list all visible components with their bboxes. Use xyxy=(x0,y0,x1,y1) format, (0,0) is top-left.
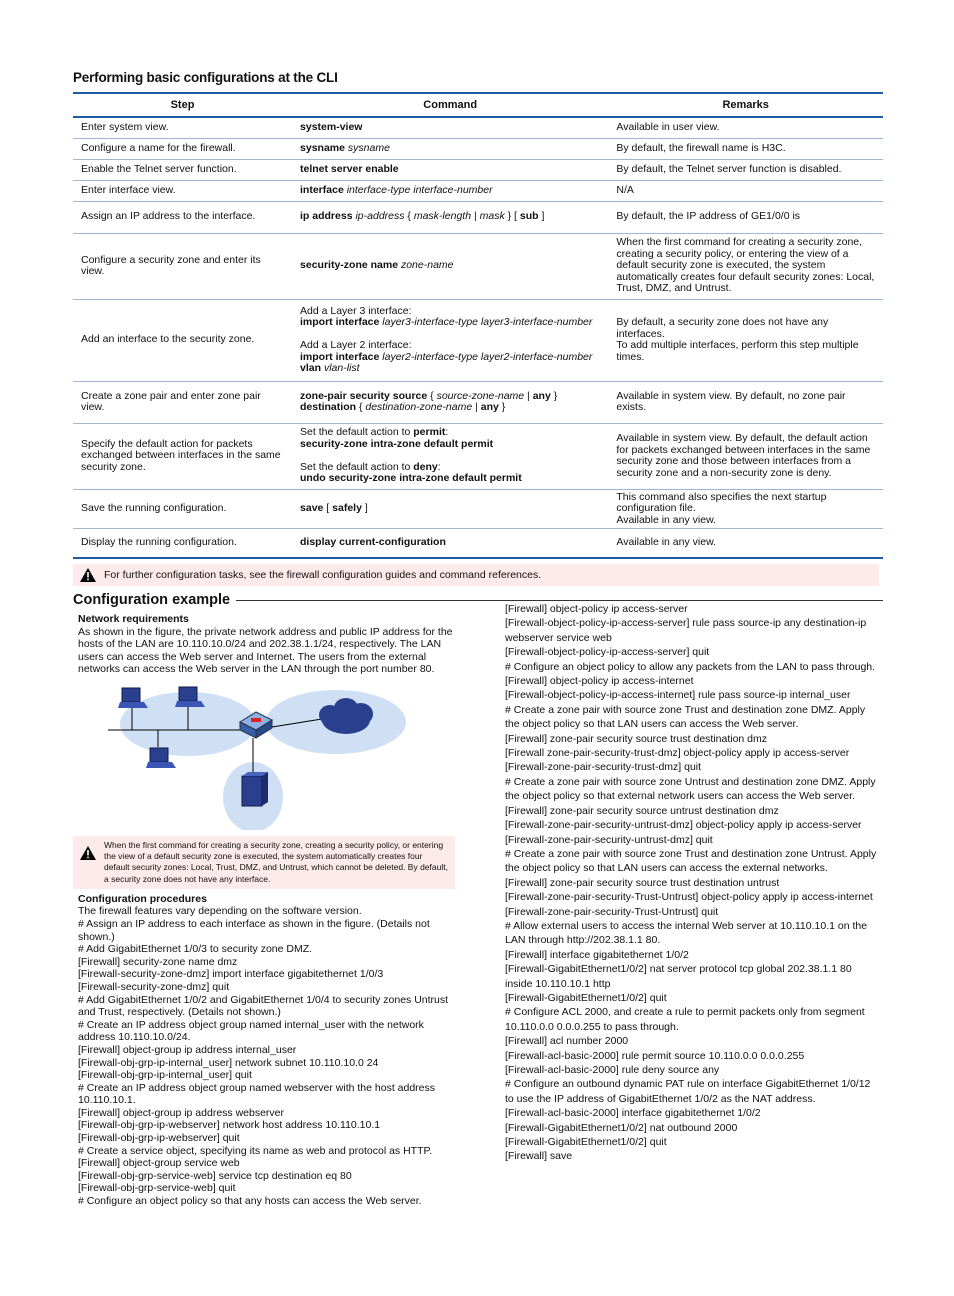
step-cell: Enter interface view. xyxy=(73,180,292,201)
command-token: Add a Layer 3 interface: xyxy=(300,304,412,317)
warning-icon xyxy=(80,846,96,860)
procedure-line: [Firewall-GigabitEthernet1/0/2] quit xyxy=(505,991,667,1004)
procedure-line: [Firewall-acl-basic-2000] interface gigabitethernet 1/0/2 xyxy=(505,1107,761,1120)
diagram-note xyxy=(73,836,455,889)
command-cell xyxy=(292,180,608,201)
command-token: | xyxy=(472,401,481,413)
step-cell: Enable the Telnet server function. xyxy=(73,159,292,180)
command-token: vlan xyxy=(300,362,324,374)
remarks-cell: This command also specifies the next startup configuration file. Available in any view. xyxy=(608,489,883,529)
procedure-line: # Create an IP address object group named webserver with the host address 10.110.10.1. xyxy=(78,1081,436,1107)
procedure-line: # Add GigabitEthernet 1/0/2 and GigabitEthernet 1/0/4 to security zones Untrust and Trust, respectively. (Details not shown.) xyxy=(78,993,449,1019)
procedure-line: [Firewall-security-zone-dmz] quit xyxy=(78,980,230,993)
table-header-row xyxy=(73,93,883,117)
table-row xyxy=(73,529,883,558)
procedure-line: [Firewall-GigabitEthernet1/0/2] quit xyxy=(505,1136,667,1149)
command-token: Set the default action to xyxy=(300,460,414,473)
command-token: layer2-interface-type layer2-interface-number xyxy=(382,350,593,363)
command-cell xyxy=(292,201,608,233)
command-token: mask xyxy=(479,210,505,223)
procedure-line: [Firewall-zone-pair-security-Trust-Untrust] quit xyxy=(505,905,719,918)
command-token: permit xyxy=(413,426,446,439)
right-column xyxy=(505,602,881,1164)
command-token: : xyxy=(445,426,449,439)
procedure-line: [Firewall] security-zone name dmz xyxy=(78,955,238,968)
step-cell: Save the running configuration. xyxy=(73,489,292,529)
command-token: any xyxy=(480,401,499,413)
command-token: destination xyxy=(300,401,359,413)
command-token: | xyxy=(471,210,480,223)
command-token: system-view xyxy=(300,121,363,133)
procedure-line: [Firewall] object-policy ip access-internet xyxy=(505,675,694,688)
command-cell xyxy=(292,423,608,489)
command-token: { xyxy=(430,389,437,402)
procedure-line: [Firewall-object-policy-ip-access-server] rule pass source-ip any destination-ip webserver service web xyxy=(505,617,867,644)
step-cell: Configure a security zone and enter its view. xyxy=(73,233,292,299)
procedure-line: [Firewall-zone-pair-security-Trust-Untrust] object-policy apply ip access-internet xyxy=(505,891,873,904)
procedure-line: The firewall features vary depending on the software version. xyxy=(78,905,362,918)
command-token: Add a Layer 2 interface: xyxy=(300,339,412,351)
remarks-cell: By default, the Telnet server function is disabled. xyxy=(608,159,883,180)
procedure-line: # Configure an outbound dynamic PAT rule on interface GigabitEthernet 1/0/12 to use the IP address of GigabitEthernet 1/0/2 as the NAT address. xyxy=(505,1078,871,1105)
section-title: Performing basic configurations at the CLI xyxy=(73,70,338,85)
command-token: zone-pair security source xyxy=(300,389,431,402)
command-token: save xyxy=(300,502,324,514)
pc-icon xyxy=(118,688,148,708)
command-token: security-zone name xyxy=(300,259,401,272)
procedure-line: [Firewall] object-group service web xyxy=(78,1157,240,1170)
procedure-line: [Firewall-zone-pair-security-untrust-dmz] quit xyxy=(505,833,713,846)
command-token: { xyxy=(358,401,366,413)
procedure-line: [Firewall] interface gigabitethernet 1/0/2 xyxy=(505,948,689,961)
procedure-line: # Create an IP address object group named internal_user with the network address 10.110.10.0/24. xyxy=(78,1018,424,1044)
procedure-line: [Firewall] zone-pair security source untrust destination dmz xyxy=(505,804,779,817)
procedure-line: [Firewall] zone-pair security source trust destination dmz xyxy=(505,732,768,745)
command-token: ip-address xyxy=(355,210,405,223)
command-token: undo security-zone intra-zone default permit xyxy=(300,472,522,485)
procedure-line: [Firewall-zone-pair-security-trust-dmz] quit xyxy=(505,761,702,774)
command-token: sysname xyxy=(300,141,348,154)
command-token: | xyxy=(524,389,533,402)
procedure-line: [Firewall-acl-basic-2000] rule permit source 10.110.0.0 0.0.0.255 xyxy=(505,1049,805,1062)
command-token: layer3-interface-type layer3-interface-number xyxy=(382,316,593,328)
warning-icon xyxy=(80,568,96,582)
command-cell xyxy=(292,233,608,299)
table-row xyxy=(73,180,883,201)
procedure-line: [Firewall-obj-grp-service-web] service tcp destination eq 80 xyxy=(78,1169,352,1182)
command-token: any xyxy=(532,389,551,402)
remarks-cell: Available in any view. xyxy=(608,529,883,558)
command-token: telnet server enable xyxy=(300,162,399,175)
command-token: deny xyxy=(413,460,438,473)
procedure-line: # Create a zone pair with source zone Trust and destination zone DMZ. Apply the object policy so that LAN users can access the Web server. xyxy=(505,703,866,731)
step-cell: Assign an IP address to the interface. xyxy=(73,201,292,233)
command-cell xyxy=(292,117,608,138)
heading-rule xyxy=(236,600,883,601)
procedure-line: # Allow external users to access the internal Web server at 10.110.10.1 on the LAN through http://202.38.1.1 80. xyxy=(505,919,868,947)
command-token: source-zone-name xyxy=(436,389,525,402)
procedure-line: # Create a service object, specifying its name as web and protocol as HTTP. xyxy=(78,1144,433,1157)
table-row xyxy=(73,233,883,299)
step-cell: Configure a name for the firewall. xyxy=(73,138,292,159)
step-cell: Enter system view. xyxy=(73,117,292,138)
command-token: ip address xyxy=(300,210,356,223)
note-text: For further configuration tasks, see the firewall configuration guides and command references. xyxy=(104,569,542,581)
command-token: zone-name xyxy=(400,259,454,272)
procedure-line: # Add GigabitEthernet 1/0/3 to security zone DMZ. xyxy=(78,943,313,956)
command-cell xyxy=(292,138,608,159)
network-requirements-text: As shown in the figure, the private network address and public IP address for the hosts of the LAN are 10.110.10.0/24 and 202.38.1.1/24, respectively. The LAN users can access the Web server and Internet. The users from the external networks can access the Web server in the LAN through the port number 80. xyxy=(78,625,453,676)
command-token: sub xyxy=(519,210,539,223)
command-token: ] xyxy=(361,502,368,514)
procedure-line: [Firewall-obj-grp-ip-webserver] network host address 10.110.10.1 xyxy=(78,1119,381,1132)
procedure-line: # Configure an object policy so that any hosts can access the Web server. xyxy=(78,1195,422,1208)
table-row xyxy=(73,138,883,159)
procedure-line: [Firewall zone-pair-security-trust-dmz] object-policy apply ip access-server xyxy=(505,747,850,760)
command-cell xyxy=(292,299,608,381)
procedure-line: [Firewall-acl-basic-2000] rule deny source any xyxy=(505,1064,720,1076)
table-row xyxy=(73,489,883,529)
table-row xyxy=(73,117,883,138)
command-table xyxy=(73,92,883,559)
procedure-line: [Firewall-obj-grp-ip-internal_user] quit xyxy=(78,1069,252,1082)
remarks-cell: Available in user view. xyxy=(608,117,883,138)
command-cell xyxy=(292,159,608,180)
procedure-line: [Firewall-object-policy-ip-access-server] quit xyxy=(505,646,710,659)
procedures-left xyxy=(78,893,453,1208)
procedure-line: [Firewall] object-policy ip access-server xyxy=(505,603,688,615)
step-cell: Display the running configuration. xyxy=(73,529,292,558)
command-token: destination-zone-name xyxy=(365,401,473,413)
command-token: safely xyxy=(332,502,362,514)
procedure-line: # Create a zone pair with source zone Untrust and destination zone DMZ. Apply the object policy so that external network users can access the Web server. xyxy=(505,775,876,803)
command-token: import interface xyxy=(300,350,383,363)
procedure-line: [Firewall] save xyxy=(505,1150,573,1163)
command-token: import interface xyxy=(300,316,383,328)
header-command: Command xyxy=(292,93,608,117)
command-cell xyxy=(292,489,608,529)
header-step: Step xyxy=(73,93,292,117)
config-example-title: Configuration example xyxy=(73,592,231,608)
command-token: { xyxy=(404,210,414,223)
command-token: display current-configuration xyxy=(300,536,446,548)
procedure-line: [Firewall-object-policy-ip-access-internet] rule pass source-ip internal_user xyxy=(505,689,851,702)
procedure-line: [Firewall] zone-pair security source trust destination untrust xyxy=(505,876,780,889)
remarks-cell: When the first command for creating a security zone, creating a security policy, or entering the view of a default security zone is executed, the system automatically creates four default security zones: Local, Trust, DMZ, and Untrust. xyxy=(608,233,883,299)
procedure-line: [Firewall-GigabitEthernet1/0/2] nat server protocol tcp global 202.38.1.1 80 inside 10.110.10.1 http xyxy=(505,963,852,990)
procedure-line: [Firewall-obj-grp-ip-internal_user] network subnet 10.110.10.0 24 xyxy=(78,1056,379,1069)
server-icon xyxy=(242,772,268,806)
command-token: vlan-list xyxy=(323,362,360,374)
remarks-cell: Available in system view. By default, no zone pair exists. xyxy=(608,381,883,423)
command-token: [ xyxy=(323,502,333,514)
command-token: : xyxy=(437,460,441,473)
procedure-line: [Firewall-zone-pair-security-untrust-dmz] object-policy apply ip access-server xyxy=(505,819,862,832)
command-token: security-zone intra-zone default permit xyxy=(300,437,494,450)
procedure-line: # Create a zone pair with source zone Trust and destination zone Untrust. Apply the object policy so that LAN users can access the external networks. xyxy=(505,847,877,875)
command-token: sysname xyxy=(347,141,390,154)
remarks-cell: N/A xyxy=(608,180,883,201)
remarks-cell: By default, the IP address of GE1/0/0 is xyxy=(608,201,883,233)
command-token: interface-type interface-number xyxy=(346,183,493,196)
left-column xyxy=(78,613,453,1208)
remarks-cell: By default, a security zone does not have any interfaces. To add multiple interfaces, perform this step multiple times. xyxy=(608,299,883,381)
command-token: Set the default action to xyxy=(300,426,414,439)
command-cell xyxy=(292,381,608,423)
procedures-title: Configuration procedures xyxy=(78,892,207,905)
procedure-line: # Configure an object policy to allow any packets from the LAN to pass through. xyxy=(505,660,876,673)
procedure-line: [Firewall] acl number 2000 xyxy=(505,1035,629,1048)
procedure-line: [Firewall-obj-grp-service-web] quit xyxy=(78,1182,236,1195)
command-token: interface xyxy=(300,183,347,196)
command-cell xyxy=(292,529,608,558)
procedure-line: [Firewall-obj-grp-ip-webserver] quit xyxy=(78,1132,240,1145)
procedure-line: [Firewall-security-zone-dmz] import interface gigabitethernet 1/0/3 xyxy=(78,968,384,981)
procedure-line: [Firewall-GigabitEthernet1/0/2] nat outbound 2000 xyxy=(505,1121,738,1134)
procedure-line: # Assign an IP address to each interface as shown in the figure. (Details not shown.) xyxy=(78,917,430,943)
table-row xyxy=(73,299,883,381)
procedure-line: [Firewall] object-group ip address webserver xyxy=(78,1106,285,1119)
header-remarks: Remarks xyxy=(608,93,883,117)
procedure-line: [Firewall] object-group ip address internal_user xyxy=(78,1043,297,1056)
command-token: mask-length xyxy=(413,210,472,223)
step-cell: Create a zone pair and enter zone pair view. xyxy=(73,381,292,423)
diagram-note-text: When the first command for creating a security zone, creating a security policy, or entering the view of a default security zone is executed, the system automatically creates four default security zones: Local, Trust, DMZ, and Untrust, which cannot be deleted. By default, a security zone does not have any interface. xyxy=(104,839,448,884)
table-row xyxy=(73,201,883,233)
step-cell: Add an interface to the security zone. xyxy=(73,299,292,381)
table-row xyxy=(73,423,883,489)
command-token: ] xyxy=(538,210,545,223)
step-cell: Specify the default action for packets exchanged between interfaces in the same security zone. xyxy=(73,423,292,489)
remarks-cell: By default, the firewall name is H3C. xyxy=(608,138,883,159)
table-row xyxy=(73,159,883,180)
note-banner xyxy=(73,564,879,586)
table-row xyxy=(73,381,883,423)
network-diagram xyxy=(78,682,458,830)
command-token: } xyxy=(550,389,558,402)
network-requirements-title: Network requirements xyxy=(78,613,189,625)
procedure-line: # Configure ACL 2000, and create a rule to permit packets only from segment 10.110.0.0 0.0.0.255 to pass through. xyxy=(505,1006,865,1033)
command-token: } [ xyxy=(504,210,520,223)
command-token: } xyxy=(498,401,506,413)
command-table-body xyxy=(73,117,883,558)
remarks-cell: Available in system view. By default, the default action for packets exchanged between interfaces in the same security zone and those between interfaces from a security zone and a non-security zone is deny. xyxy=(608,423,883,489)
